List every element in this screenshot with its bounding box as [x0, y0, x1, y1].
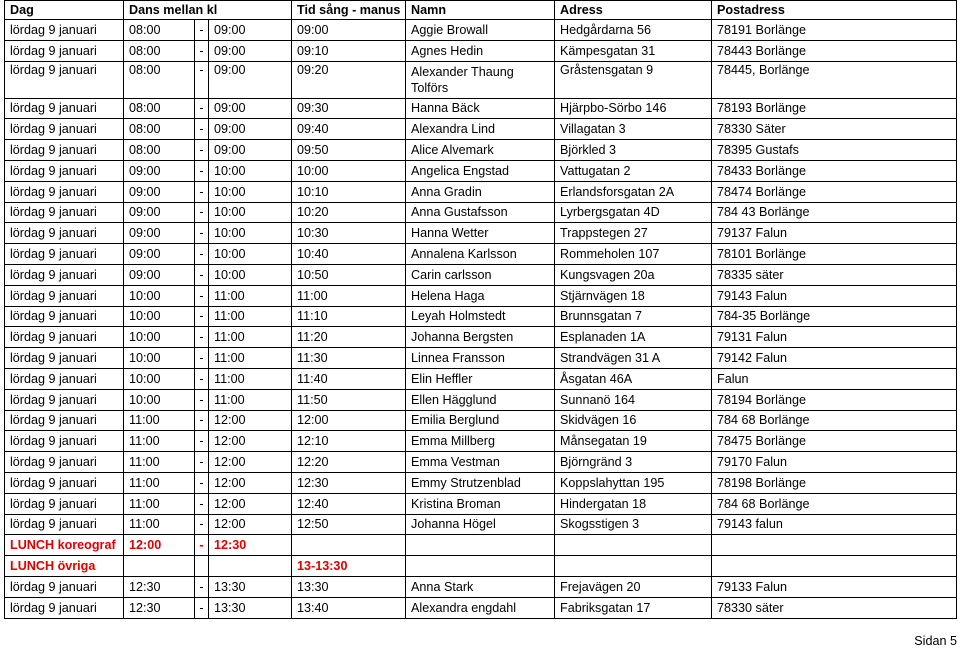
- cell-time: [292, 535, 406, 556]
- cell-day: lördag 9 januari: [5, 61, 124, 98]
- cell-from: 12:30: [124, 597, 195, 618]
- cell-postal: [712, 535, 957, 556]
- cell-dash: -: [195, 285, 209, 306]
- cell-dash: -: [195, 202, 209, 223]
- cell-from: 11:00: [124, 410, 195, 431]
- cell-day: lördag 9 januari: [5, 40, 124, 61]
- table-row: [5, 493, 957, 514]
- cell-time: 09:50: [292, 140, 406, 161]
- cell-from: 08:00: [124, 20, 195, 41]
- cell-postal: 78433 Borlänge: [712, 160, 957, 181]
- cell-dash: -: [195, 452, 209, 473]
- table-row: [5, 368, 957, 389]
- cell-dash: -: [195, 20, 209, 41]
- cell-time: 10:50: [292, 264, 406, 285]
- col-header-dans: Dans mellan kl: [124, 1, 292, 20]
- cell-day: lördag 9 januari: [5, 472, 124, 493]
- table-row: [5, 348, 957, 369]
- cell-time: 12:30: [292, 472, 406, 493]
- cell-day: lördag 9 januari: [5, 389, 124, 410]
- cell-to: [209, 556, 292, 577]
- cell-from: 11:00: [124, 431, 195, 452]
- cell-day: lördag 9 januari: [5, 244, 124, 265]
- cell-address: Fabriksgatan 17: [555, 597, 712, 618]
- cell-from: 09:00: [124, 181, 195, 202]
- cell-name: [406, 535, 555, 556]
- cell-to: 12:00: [209, 431, 292, 452]
- cell-postal: 78198 Borlänge: [712, 472, 957, 493]
- cell-to: 13:30: [209, 597, 292, 618]
- cell-to: 12:00: [209, 452, 292, 473]
- cell-postal: 78193 Borlänge: [712, 98, 957, 119]
- cell-to: 10:00: [209, 160, 292, 181]
- cell-address: Gråstensgatan 9: [555, 61, 712, 98]
- cell-day: lördag 9 januari: [5, 327, 124, 348]
- cell-postal: 78194 Borlänge: [712, 389, 957, 410]
- table-row: [5, 98, 957, 119]
- cell-time: 13:30: [292, 576, 406, 597]
- cell-to: 09:00: [209, 20, 292, 41]
- cell-dash: -: [195, 40, 209, 61]
- cell-day: lördag 9 januari: [5, 285, 124, 306]
- cell-to: 11:00: [209, 389, 292, 410]
- cell-time: 11:10: [292, 306, 406, 327]
- cell-address: Hedgårdarna 56: [555, 20, 712, 41]
- cell-day: lördag 9 januari: [5, 98, 124, 119]
- table-row: [5, 556, 957, 577]
- cell-address: Månsegatan 19: [555, 431, 712, 452]
- cell-from: 08:00: [124, 119, 195, 140]
- cell-dash: -: [195, 327, 209, 348]
- cell-day: lördag 9 januari: [5, 493, 124, 514]
- cell-name: Alexandra Lind: [406, 119, 555, 140]
- cell-to: 12:00: [209, 514, 292, 535]
- cell-address: Trappstegen 27: [555, 223, 712, 244]
- cell-postal: [712, 556, 957, 577]
- cell-time: 10:30: [292, 223, 406, 244]
- cell-to: 10:00: [209, 202, 292, 223]
- cell-address: Björngränd 3: [555, 452, 712, 473]
- cell-postal: 784 43 Borlänge: [712, 202, 957, 223]
- cell-name: Elin Heffler: [406, 368, 555, 389]
- cell-name: Johanna Högel: [406, 514, 555, 535]
- cell-address: Koppslahyttan 195: [555, 472, 712, 493]
- cell-postal: 79137 Falun: [712, 223, 957, 244]
- cell-postal: 784 68 Borlänge: [712, 410, 957, 431]
- cell-address: Skidvägen 16: [555, 410, 712, 431]
- cell-from: 08:00: [124, 98, 195, 119]
- cell-to: 12:00: [209, 410, 292, 431]
- cell-dash: -: [195, 223, 209, 244]
- cell-address: Frejavägen 20: [555, 576, 712, 597]
- cell-day: lördag 9 januari: [5, 202, 124, 223]
- cell-name: Alexander Thaung Tolförs: [406, 61, 555, 98]
- cell-name: Anna Gradin: [406, 181, 555, 202]
- header-row: [5, 1, 957, 20]
- cell-dash: -: [195, 389, 209, 410]
- cell-time: 12:40: [292, 493, 406, 514]
- cell-time: 10:40: [292, 244, 406, 265]
- cell-from: 11:00: [124, 472, 195, 493]
- cell-postal: 79170 Falun: [712, 452, 957, 473]
- cell-time: 12:50: [292, 514, 406, 535]
- cell-dash: -: [195, 493, 209, 514]
- cell-to: 11:00: [209, 327, 292, 348]
- cell-name: [406, 556, 555, 577]
- cell-to: 09:00: [209, 119, 292, 140]
- cell-from: 09:00: [124, 223, 195, 244]
- cell-to: 10:00: [209, 223, 292, 244]
- cell-time: 13-13:30: [292, 556, 406, 577]
- page-number: Sidan 5: [914, 634, 957, 648]
- cell-postal: 784-35 Borlänge: [712, 306, 957, 327]
- cell-to: 10:00: [209, 181, 292, 202]
- cell-name: Annalena Karlsson: [406, 244, 555, 265]
- cell-name: Anna Stark: [406, 576, 555, 597]
- table-row: [5, 389, 957, 410]
- cell-day: lördag 9 januari: [5, 514, 124, 535]
- cell-day: LUNCH koreograf: [5, 535, 124, 556]
- table-row: [5, 244, 957, 265]
- cell-time: 11:40: [292, 368, 406, 389]
- cell-address: Vattugatan 2: [555, 160, 712, 181]
- cell-address: Kungsvagen 20a: [555, 264, 712, 285]
- cell-address: [555, 556, 712, 577]
- cell-from: 12:30: [124, 576, 195, 597]
- cell-postal: 79143 falun: [712, 514, 957, 535]
- cell-address: [555, 535, 712, 556]
- cell-time: 09:10: [292, 40, 406, 61]
- cell-name: Hanna Wetter: [406, 223, 555, 244]
- cell-postal: 78443 Borlänge: [712, 40, 957, 61]
- cell-from: 11:00: [124, 493, 195, 514]
- table-row: [5, 20, 957, 41]
- table-row: [5, 597, 957, 618]
- table-row: [5, 202, 957, 223]
- table-row: [5, 40, 957, 61]
- cell-day: lördag 9 januari: [5, 348, 124, 369]
- cell-name: Johanna Bergsten: [406, 327, 555, 348]
- cell-address: Villagatan 3: [555, 119, 712, 140]
- cell-name: Emma Millberg: [406, 431, 555, 452]
- cell-name: Agnes Hedin: [406, 40, 555, 61]
- cell-day: lördag 9 januari: [5, 264, 124, 285]
- cell-address: Brunnsgatan 7: [555, 306, 712, 327]
- cell-time: 13:40: [292, 597, 406, 618]
- cell-name: Alexandra engdahl: [406, 597, 555, 618]
- cell-dash: -: [195, 576, 209, 597]
- cell-to: 11:00: [209, 285, 292, 306]
- cell-day: lördag 9 januari: [5, 431, 124, 452]
- cell-time: 09:30: [292, 98, 406, 119]
- cell-dash: -: [195, 410, 209, 431]
- cell-address: Skogsstigen 3: [555, 514, 712, 535]
- cell-time: 12:10: [292, 431, 406, 452]
- table-row: [5, 327, 957, 348]
- cell-dash: [195, 556, 209, 577]
- cell-to: 11:00: [209, 368, 292, 389]
- table-row: [5, 140, 957, 161]
- cell-day: lördag 9 januari: [5, 181, 124, 202]
- cell-postal: 78445, Borlänge: [712, 61, 957, 98]
- table-row: [5, 452, 957, 473]
- table-row: [5, 410, 957, 431]
- table-row: [5, 535, 957, 556]
- table-row: [5, 576, 957, 597]
- cell-address: Kämpesgatan 31: [555, 40, 712, 61]
- cell-address: Stjärnvägen 18: [555, 285, 712, 306]
- cell-from: 10:00: [124, 368, 195, 389]
- cell-from: 08:00: [124, 40, 195, 61]
- cell-postal: 78395 Gustafs: [712, 140, 957, 161]
- cell-postal: Falun: [712, 368, 957, 389]
- cell-dash: -: [195, 119, 209, 140]
- cell-name: Linnea Fransson: [406, 348, 555, 369]
- cell-address: Åsgatan 46A: [555, 368, 712, 389]
- cell-time: 09:00: [292, 20, 406, 41]
- cell-time: 12:20: [292, 452, 406, 473]
- cell-dash: -: [195, 514, 209, 535]
- cell-time: 10:10: [292, 181, 406, 202]
- cell-dash: -: [195, 181, 209, 202]
- table-row: [5, 119, 957, 140]
- cell-from: 09:00: [124, 202, 195, 223]
- cell-name: Carin carlsson: [406, 264, 555, 285]
- cell-postal: 79131 Falun: [712, 327, 957, 348]
- cell-postal: 79142 Falun: [712, 348, 957, 369]
- cell-from: 09:00: [124, 264, 195, 285]
- cell-day: lördag 9 januari: [5, 119, 124, 140]
- cell-name: Helena Haga: [406, 285, 555, 306]
- table-row: [5, 160, 957, 181]
- cell-time: 09:40: [292, 119, 406, 140]
- cell-to: 09:00: [209, 98, 292, 119]
- table-row: [5, 264, 957, 285]
- cell-dash: -: [195, 160, 209, 181]
- cell-address: Rommeholen 107: [555, 244, 712, 265]
- table-row: [5, 61, 957, 98]
- cell-name: Kristina Broman: [406, 493, 555, 514]
- cell-postal: 78475 Borlänge: [712, 431, 957, 452]
- cell-from: 11:00: [124, 452, 195, 473]
- cell-to: 12:00: [209, 472, 292, 493]
- cell-to: 13:30: [209, 576, 292, 597]
- cell-from: 12:00: [124, 535, 195, 556]
- cell-to: 11:00: [209, 306, 292, 327]
- cell-address: Erlandsforsgatan 2A: [555, 181, 712, 202]
- cell-day: LUNCH övriga: [5, 556, 124, 577]
- cell-day: lördag 9 januari: [5, 410, 124, 431]
- cell-from: 08:00: [124, 140, 195, 161]
- cell-dash: -: [195, 597, 209, 618]
- cell-name: Alice Alvemark: [406, 140, 555, 161]
- cell-postal: 784 68 Borlänge: [712, 493, 957, 514]
- cell-from: 09:00: [124, 160, 195, 181]
- cell-address: Esplanaden 1A: [555, 327, 712, 348]
- cell-time: 11:30: [292, 348, 406, 369]
- cell-dash: -: [195, 140, 209, 161]
- cell-time: 11:00: [292, 285, 406, 306]
- cell-dash: -: [195, 431, 209, 452]
- cell-name: Emma Vestman: [406, 452, 555, 473]
- cell-to: 09:00: [209, 61, 292, 98]
- cell-time: 12:00: [292, 410, 406, 431]
- cell-dash: -: [195, 264, 209, 285]
- cell-time: 11:50: [292, 389, 406, 410]
- cell-to: 09:00: [209, 140, 292, 161]
- cell-address: Björkled 3: [555, 140, 712, 161]
- cell-day: lördag 9 januari: [5, 306, 124, 327]
- cell-from: 11:00: [124, 514, 195, 535]
- cell-day: lördag 9 januari: [5, 20, 124, 41]
- cell-postal: 78191 Borlänge: [712, 20, 957, 41]
- cell-from: 08:00: [124, 61, 195, 98]
- cell-name: Angelica Engstad: [406, 160, 555, 181]
- cell-address: Hindergatan 18: [555, 493, 712, 514]
- cell-day: lördag 9 januari: [5, 140, 124, 161]
- cell-name: Anna Gustafsson: [406, 202, 555, 223]
- cell-from: 10:00: [124, 285, 195, 306]
- cell-address: Lyrbergsgatan 4D: [555, 202, 712, 223]
- cell-address: Hjärpbo-Sörbo 146: [555, 98, 712, 119]
- cell-postal: 79133 Falun: [712, 576, 957, 597]
- cell-time: 10:00: [292, 160, 406, 181]
- cell-day: lördag 9 januari: [5, 576, 124, 597]
- cell-time: 11:20: [292, 327, 406, 348]
- cell-name: Emilia Berglund: [406, 410, 555, 431]
- cell-postal: 78330 Säter: [712, 119, 957, 140]
- cell-dash: -: [195, 535, 209, 556]
- cell-dash: -: [195, 244, 209, 265]
- col-header-dag: Dag: [5, 1, 124, 20]
- cell-name: Leyah Holmstedt: [406, 306, 555, 327]
- cell-name: Hanna Bäck: [406, 98, 555, 119]
- col-header-tid: Tid sång - manus: [292, 1, 406, 20]
- cell-from: 09:00: [124, 244, 195, 265]
- cell-to: 12:30: [209, 535, 292, 556]
- cell-from: 10:00: [124, 348, 195, 369]
- cell-day: lördag 9 januari: [5, 160, 124, 181]
- cell-day: lördag 9 januari: [5, 597, 124, 618]
- cell-to: 10:00: [209, 244, 292, 265]
- cell-to: 10:00: [209, 264, 292, 285]
- table-row: [5, 306, 957, 327]
- col-header-postadress: Postadress: [712, 1, 957, 20]
- cell-time: 10:20: [292, 202, 406, 223]
- cell-dash: -: [195, 306, 209, 327]
- cell-postal: 78101 Borlänge: [712, 244, 957, 265]
- col-header-namn: Namn: [406, 1, 555, 20]
- table-row: [5, 181, 957, 202]
- table-row: [5, 285, 957, 306]
- cell-day: lördag 9 januari: [5, 223, 124, 244]
- cell-dash: -: [195, 348, 209, 369]
- cell-to: 09:00: [209, 40, 292, 61]
- cell-postal: 78330 säter: [712, 597, 957, 618]
- cell-address: Strandvägen 31 A: [555, 348, 712, 369]
- cell-day: lördag 9 januari: [5, 452, 124, 473]
- cell-from: [124, 556, 195, 577]
- cell-to: 12:00: [209, 493, 292, 514]
- cell-postal: 79143 Falun: [712, 285, 957, 306]
- col-header-adress: Adress: [555, 1, 712, 20]
- cell-from: 10:00: [124, 389, 195, 410]
- cell-dash: -: [195, 61, 209, 98]
- cell-name: Ellen Hägglund: [406, 389, 555, 410]
- cell-dash: -: [195, 472, 209, 493]
- cell-from: 10:00: [124, 327, 195, 348]
- cell-dash: -: [195, 368, 209, 389]
- cell-day: lördag 9 januari: [5, 368, 124, 389]
- table-row: [5, 472, 957, 493]
- cell-postal: 78474 Borlänge: [712, 181, 957, 202]
- table-row: [5, 514, 957, 535]
- cell-from: 10:00: [124, 306, 195, 327]
- cell-address: Sunnanö 164: [555, 389, 712, 410]
- cell-name: Emmy Strutzenblad: [406, 472, 555, 493]
- cell-name: Aggie Browall: [406, 20, 555, 41]
- cell-to: 11:00: [209, 348, 292, 369]
- cell-dash: -: [195, 98, 209, 119]
- cell-postal: 78335 säter: [712, 264, 957, 285]
- table-row: [5, 431, 957, 452]
- table-row: [5, 223, 957, 244]
- schedule-table: [4, 0, 957, 619]
- cell-time: 09:20: [292, 61, 406, 98]
